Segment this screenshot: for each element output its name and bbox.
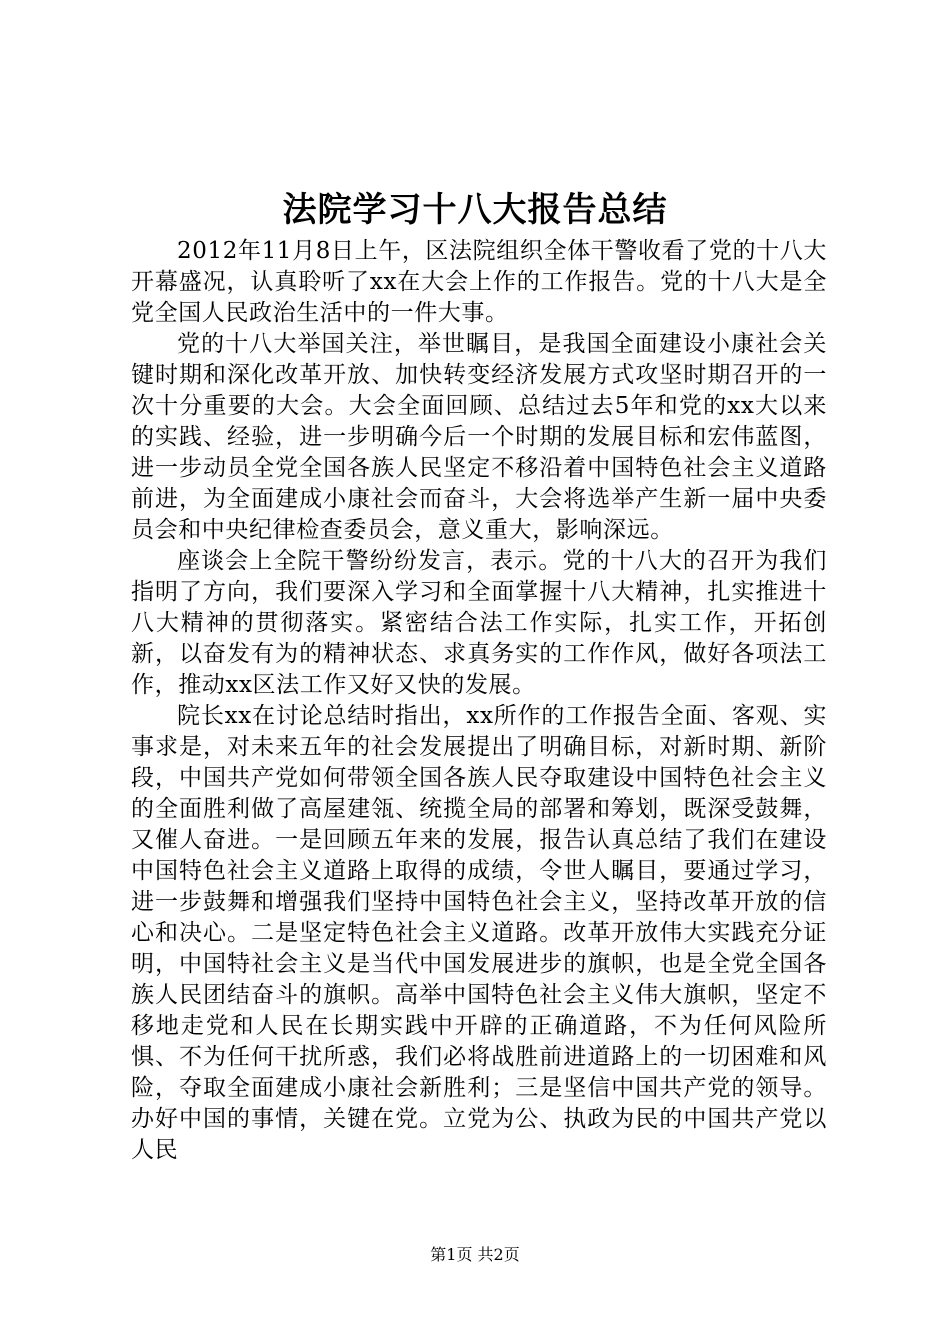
paragraph-4: 院长xx在讨论总结时指出，xx所作的工作报告全面、客观、实事求是，对未来五年的社会发展提出了明确目标，对新时期、新阶段，中国共产党如何带领全国各族人民夺取建设中国特色社会主义的全面胜利做了高屋建瓴、统揽全局的部署和筹划，既深受鼓舞，又催人奋进。一是回顾五年来的发展，报告认真总结了我们在建设中国特色社会主义道路上取得的成绩，令世人瞩目，要通过学习，进一步鼓舞和增强我们坚持中国特色社会主义，坚持改革开放的信心和决心。二是坚定特色社会主义道路。改革开放伟大实践充分证明，中国特社会主义是当代中国发展进步的旗帜，也是全党全国各族人民团结奋斗的旗帜。高举中国特色社会主义伟大旗帜，坚定不移地走党和人民在长期实践中开辟的正确道路，不为任何风险所惧、不为任何干扰所惑，我们必将战胜前进道路上的一切困难和风险，夺取全面建成小康社会新胜利；三是坚信中国共产党的领导。办好中国的事情，关键在党。立党为公、执政为民的中国共产党以人民 — [131, 703, 827, 1163]
page-footer: 第1页 共2页 — [430, 1245, 520, 1264]
paragraph-2: 党的十八大举国关注，举世瞩目，是我国全面建设小康社会关键时期和深化改革开放、加快转变经济发展方式攻坚时期召开的一次十分重要的大会。大会全面回顾、总结过去5年和党的xx大以来的实践、经验，进一步明确今后一个时期的发展目标和宏伟蓝图，进一步动员全党全国各族人民坚定不移沿着中国特色社会主义道路前进，为全面建成小康社会而奋斗，大会将选举产生新一届中央委员会和中央纪律检查委员会，意义重大，影响深远。 — [131, 331, 827, 543]
paragraph-3: 座谈会上全院干警纷纷发言，表示。党的十八大的召开为我们指明了方向，我们要深入学习和全面掌握十八大精神，扎实推进十八大精神的贯彻落实。紧密结合法工作实际，扎实工作，开拓创新，以奋发有为的精神状态、求真务实的工作作风，做好各项法工作，推动xx区法工作又好又快的发展。 — [131, 548, 827, 698]
document-body — [131, 236, 827, 1166]
paragraph-1: 2012年11月8日上午，区法院组织全体干警收看了党的十八大开幕盛况，认真聆听了xx在大会上作的工作报告。党的十八大是全党全国人民政治生活中的一件大事。 — [131, 238, 827, 326]
document-title: 法院学习十八大报告总结 — [282, 190, 668, 230]
